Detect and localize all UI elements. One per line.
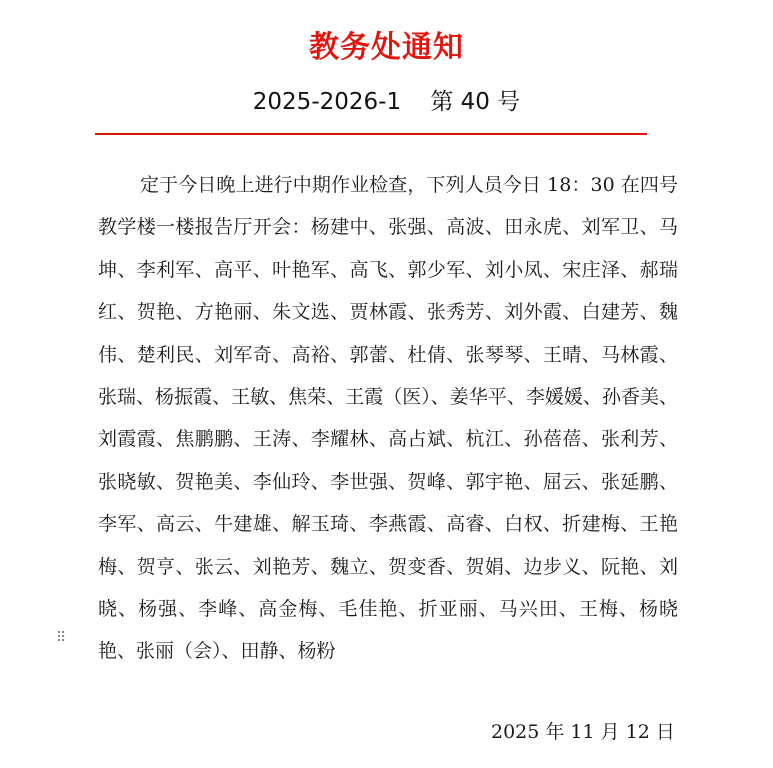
notice-title: 教务处通知 — [309, 30, 464, 65]
document-number: 2025-2026-1 第 40 号 — [252, 89, 521, 115]
notice-body: 定于今日晚上进行中期作业检查，下列人员今日 18：30 在四号教学楼一楼报告厅开会：杨建中、张强、高波、田永虎、刘军卫、马坤、李利军、高平、叶艳军、高飞、郭少军、刘小凤、宋庄泽、郝瑞红、贺艳、方艳丽、朱文选、贾林霞、张秀芳、刘外霞、白建芳、魏伟、楚利民、刘军奇、高裕、郭蕾、杜倩、张琴琴、王晴、马林霞、张瑞、杨振霞、王敏、焦荣、王霞（医）、姜华平、李媛媛、孙香美、刘霞霞、焦鹏鹏、王涛、李耀林、高占斌、杭江、孙蓓蓓、张利芳、张晓敏、贺艳美、李仙玲、李世强、贺峰、郭宇艳、屈云、张延鹏、李军、高云、牛建雄、解玉琦、李燕霞、高睿、白权、折建梅、王艳梅、贺亨、张云、刘艳芳、魏立、贺变香、贺娟、边步义、阮艳、刘晓、杨强、李峰、高金梅、毛佳艳、折亚丽、马兴田、王梅、杨晓艳、张丽（会）、田静、杨粉 — [98, 174, 678, 663]
notice-date: 2025 年 11 月 12 日 — [491, 721, 675, 743]
red-divider-line — [95, 133, 647, 135]
drag-handle-icon[interactable]: ⠿ — [56, 630, 67, 646]
